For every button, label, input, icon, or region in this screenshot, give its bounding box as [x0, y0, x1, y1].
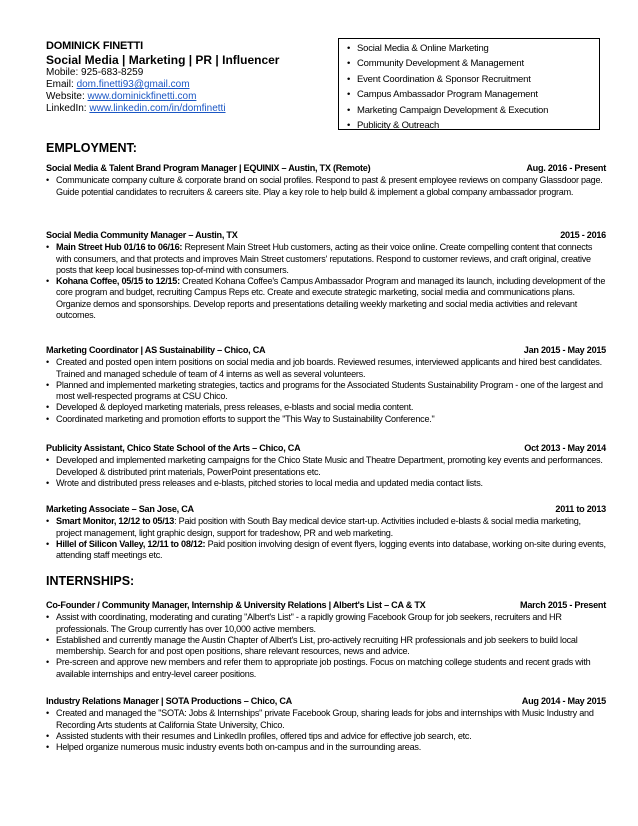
bullet-text: Assist with coordinating, moderating and curating "Albert's List" - a rapidly growing Facebook Group for job seekers, recruiters and HR professionals. The Group currently has over 10,000 active members. [56, 612, 562, 634]
skill-item: • Publicity & Outreach [357, 118, 593, 133]
internships-heading: INTERNSHIPS: [46, 574, 135, 588]
job-dates: March 2015 - Present [520, 600, 606, 610]
job-community-manager [46, 230, 606, 321]
bullet-text: Represent Main Street Hub customers, acting as their voice online. Create compelling content that connects with consumers, and that protects and improves Main Street customers' reputations. Respond to customer reviews, and craft original, creative posts that keep local businesses top-of-mind with consumers. [56, 242, 593, 275]
candidate-name: DOMINICK FINETTI [46, 40, 144, 52]
mobile-value: 925-683-8259 [81, 67, 144, 78]
job-chico-arts [46, 443, 606, 489]
candidate-tagline: Social Media | Marketing | PR | Influencer [46, 53, 280, 67]
bullet-text: : Paid position with South Bay medical device start-up. Activities included e-blasts & social media marketing, project management, light graphic design, support for tradeshow, PR and web marketing. [56, 516, 581, 538]
job-dates: 2015 - 2016 [560, 230, 606, 240]
skill-item: • Social Media & Online Marketing [357, 41, 593, 56]
job-bullet [56, 516, 606, 539]
skill-item: • Community Development & Management [357, 56, 593, 71]
skill-item: • Event Coordination & Sponsor Recruitment [357, 72, 593, 87]
job-bullet [56, 357, 606, 380]
job-bullet [56, 612, 606, 635]
job-sota [46, 696, 606, 753]
bullet-text: Established and currently manage the Austin Chapter of Albert's List, pro-actively recruiting HR professionals and job seekers to build local membership. Search for and post open positions, share relevant resources, news and advice. [56, 634, 578, 657]
job-bullet [56, 380, 606, 403]
skill-item: • Marketing Campaign Development & Execution [357, 103, 593, 118]
job-bullet [56, 175, 606, 198]
bullet-text: Developed & deployed marketing materials, press releases, e-blasts and social media content. [56, 402, 414, 413]
job-dates: Jan 2015 - May 2015 [523, 345, 606, 355]
skill-item: • Campus Ambassador Program Management [357, 87, 593, 102]
job-title: Co-Founder / Community Manager, Internship & University Relations | Albert's List – CA & TX [46, 600, 426, 610]
bullet-text: Coordinated marketing and promotion efforts to support the "This Way to Sustainability Conference." [56, 413, 435, 424]
employment-heading: EMPLOYMENT: [46, 141, 137, 155]
bullet-text: Wrote and distributed press releases and e-blasts, pitched stories to local media and updated media contact lists. [56, 477, 483, 488]
job-title: Social Media & Talent Brand Program Manager | EQUINIX – Austin, TX (Remote) [46, 163, 371, 173]
job-alberts-list [46, 600, 606, 680]
mobile-label: Mobile: [46, 67, 82, 78]
job-dates: 2011 to 2013 [555, 504, 606, 514]
job-bullet [56, 742, 606, 753]
job-bullet [56, 635, 606, 658]
job-bullet [56, 478, 606, 489]
job-bullet [56, 731, 606, 742]
bullet-text: Helped organize numerous music industry events both on-campus and in the surrounding areas. [56, 742, 421, 753]
job-dates: Aug. 2016 - Present [526, 163, 606, 173]
bullet-text: Paid position involving design of event flyers, logging events into database, working on-site during events, attending staff meetings etc. [56, 538, 606, 561]
job-as-sustainability [46, 345, 606, 425]
job-bullet [56, 414, 606, 425]
bullet-text: Pre-screen and approve new members and refer them to appropriate job postings. Focus on matching college students and recent grads with available internships and entry-level career positions. [56, 657, 591, 679]
website-label: Website: [46, 91, 88, 102]
job-equinix [46, 163, 606, 198]
linkedin-link[interactable]: www.linkedin.com/in/domfinetti [89, 103, 226, 114]
job-bullet [56, 276, 606, 321]
job-marketing-associate [46, 504, 606, 561]
bullet-lead: Kohana Coffee, 05/15 to 12/15: [56, 276, 180, 287]
job-bullet [56, 539, 606, 562]
job-dates: Aug 2014 - May 2015 [521, 696, 606, 706]
email-link[interactable]: dom.finetti93@gmail.com [76, 79, 190, 90]
skills-box [338, 38, 600, 130]
bullet-text: Planned and implemented marketing strategies, tactics and programs for the Associated Students Sustainability Program - one of the largest and most well-respected programs at CSU Chico. [56, 379, 603, 402]
linkedin-label: LinkedIn: [46, 103, 90, 114]
website-link[interactable]: www.dominickfinetti.com [87, 91, 197, 102]
job-bullet [56, 402, 606, 413]
bullet-text: Assisted students with their resumes and LinkedIn profiles, offered tips and advice for effective job search, etc. [56, 730, 472, 741]
job-bullet [56, 455, 606, 478]
job-dates: Oct 2013 - May 2014 [524, 443, 606, 453]
bullet-text: Communicate company culture & corporate brand on social profiles. Respond to past & present employee reviews on company Glassdoor page. Guide potential candidates to recruiters & careers site. Play a key role to help build & implement a global company ambassador program. [56, 175, 603, 197]
job-bullet [56, 242, 606, 276]
bullet-text: Created and posted open intern positions on social media and job boards. Reviewed resumes, interviewed applicants and hired best candidates. Trained and managed schedule of team of 4 interns as well as several volunteers. [56, 357, 602, 379]
job-title: Publicity Assistant, Chico State School of the Arts – Chico, CA [46, 443, 301, 453]
bullet-lead: Smart Monitor, 12/12 to 05/13 [56, 516, 175, 527]
job-title: Marketing Coordinator | AS Sustainability – Chico, CA [46, 345, 266, 355]
job-bullet [56, 657, 606, 680]
bullet-text: Developed and implemented marketing campaigns for the Chico State Music and Theatre Department, promoting key events and performances. Developed & distributed print materials, PowerPoint presentations etc. [56, 455, 603, 477]
job-bullet [56, 708, 606, 731]
bullet-text: Created Kohana Coffee's Campus Ambassador Program and managed its launch, including development of the core program and budget, recruiting Campus Reps etc. Create and execute strategic marketing, social media and communications plans. Organize demos and sponsorships. Develop reports and presentations detailing weekly marketing and social media activities and relevant outcomes. [56, 276, 606, 321]
bullet-lead: Main Street Hub 01/16 to 06/16: [56, 242, 183, 253]
bullet-lead: Hillel of Silicon Valley, 12/11 to 08/12: [56, 538, 206, 549]
email-label: Email: [46, 79, 77, 90]
job-title: Industry Relations Manager | SOTA Productions – Chico, CA [46, 696, 292, 706]
job-title: Social Media Community Manager – Austin, TX [46, 230, 238, 240]
job-title: Marketing Associate – San Jose, CA [46, 504, 194, 514]
bullet-text: Created and managed the "SOTA: Jobs & Internships" private Facebook Group, sharing leads for jobs and internships with Music Industry and Recording Arts students at California State University, Chico. [56, 708, 594, 730]
